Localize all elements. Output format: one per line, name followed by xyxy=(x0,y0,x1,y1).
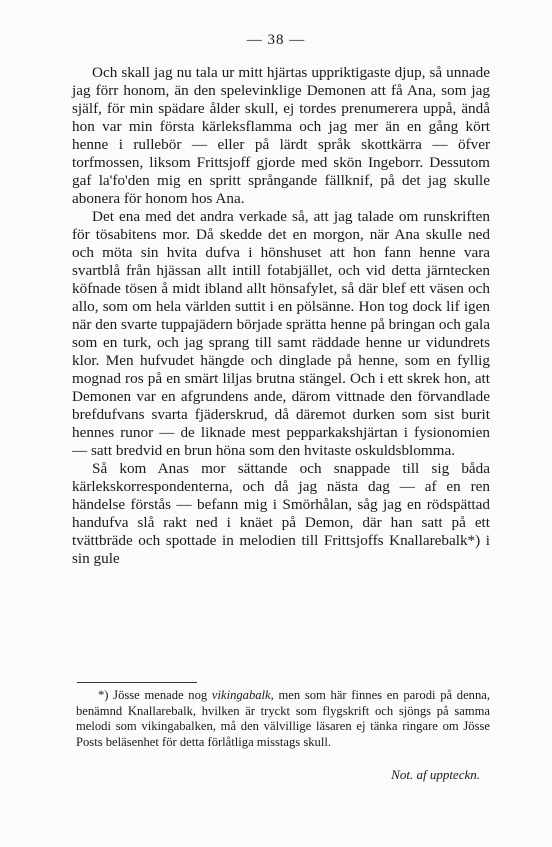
footnote-lead: *) Jösse menade nog xyxy=(98,688,212,702)
body-text xyxy=(72,64,490,568)
footnote xyxy=(76,688,490,750)
paragraph-3: Så kom Anas mor sättande och snappade till sig båda kärlekskorrespondenterna, och då jag nästa dag — af en ren händelse förstås — befann mig i Smörhålan, såg jag en rödspättad handufva slå rakt ned i knäet på Demon, där han satt på ett tvättbräde och spottade in melodien till Frittsjoffs Knallarebalk*) i sin gule xyxy=(72,460,490,567)
footnote-signature: Not. af uppteckn. xyxy=(391,767,480,782)
footnote-rest: men som här finnes en parodi på denna, benämnd Knallarebalk, hvilken är tryckt som flygskrift och sjöngs på samma melodi som vikingabalken, må den välvillige läsaren ej tänka ringare om Jösse Posts beläsenhet för detta förlåtliga misstags skull. xyxy=(76,688,490,749)
page-number: — 38 — xyxy=(246,32,306,48)
paragraph-2: Det ena med det andra verkade så, att jag talade om runskriften för tösabitens mor. Då skedde det en morgon, när Ana skulle ned och möta sin hvita dufva i hönshuset att hon fann henne vara svartblå från hjässan allt intill fotabjället, och vid detta järntecken köfnade tösen å midt ibland allt hönsafylet, så där blef ett väsen och allo, som om hela världen suttit i en pölsänne. Hon tog dock lif igen när den svarte tuppajädern började sprätta henne på bringan och gala som en turk, och jag sprang till samt räddade henne ur vidundrets klor. Men hufvudet hängde och dinglade på henne, som en fyllig mognad ros på en smärt liljas brutna stängel. Och i ett skrek hon, att Demonen var en afgrundens ande, därom vittnade den förvandlade brefdufvans svarta fjäderskrud, då däremot durken som sist burit hennes runor — de liknade mest pepparkakshjärtan i fysionomien — satt bredvid en brun höna som den hvitaste oskuldsblomma. xyxy=(72,208,490,459)
paragraph-1: Och skall jag nu tala ur mitt hjärtas uppriktigaste djup, så unnade jag förr honom, än den spelevinklige Demonen att få Ana, som jag själf, för min spädare ålder skull, ej tordes prenumerera uppå, ändå hon var min första kärleksflamma och jag mer än en gång kört henne i rullebör — eller på lärdt språk skottkärra — öfver torfmossen, liksom Frittsjoff gjorde med skön Ingeborr. Dessutom gaf la'fo'den mig en spritt språngande fällknif, på det jag skulle abonera för honom hos Ana. xyxy=(72,64,490,207)
footnote-emphasis: vikingabalk, xyxy=(211,688,274,702)
footnote-separator xyxy=(77,682,197,683)
